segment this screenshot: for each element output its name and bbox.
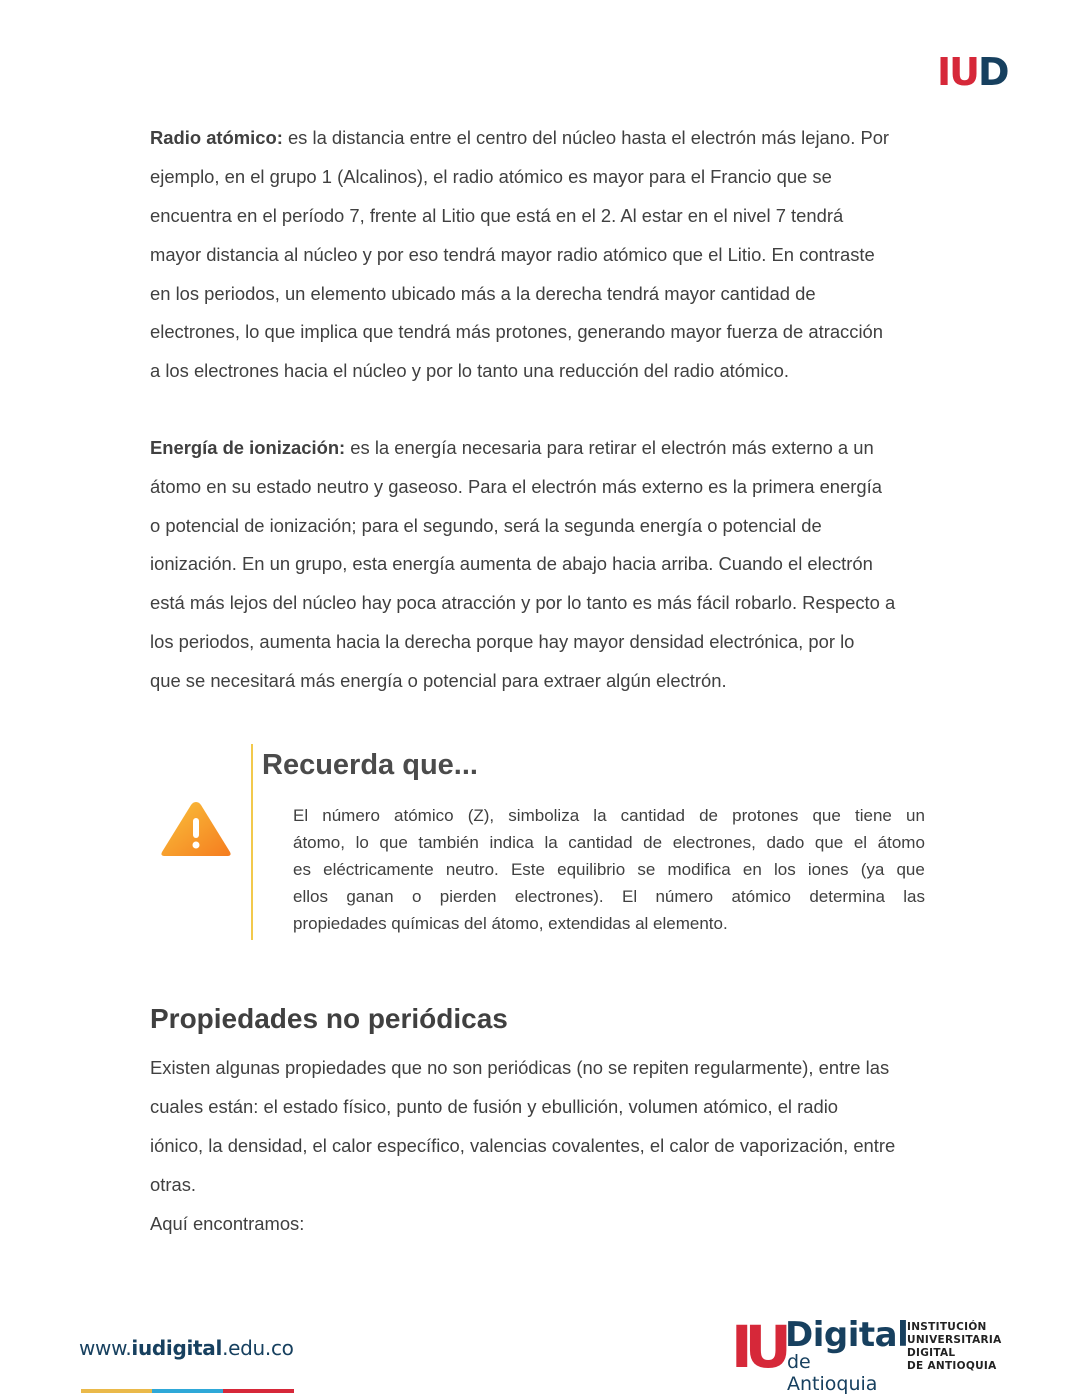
- callout-accent-bar: [251, 744, 253, 940]
- stripe-red: [223, 1389, 294, 1393]
- logo-iu: IU: [937, 50, 978, 94]
- brand-institution-name: INSTITUCIÓN UNIVERSITARIA DIGITAL DE ANTIOQUIA: [907, 1321, 1002, 1372]
- stripe-yellow: [81, 1389, 152, 1393]
- text-line: Radio atómico: es la distancia entre el centro del núcleo hasta el electrón más lejano. Por: [150, 127, 890, 148]
- text-line: otras.: [150, 1174, 196, 1195]
- text-line: Existen algunas propiedades que no son periódicas (no se repiten regularmente), entre las: [150, 1057, 890, 1078]
- text-line: que se necesitará más energía o potencial para extraer algún electrón.: [150, 670, 727, 691]
- text-line: Aquí encontramos:: [150, 1213, 305, 1234]
- brand-digital: Digital: [785, 1315, 909, 1355]
- logo-d: D: [978, 50, 1008, 94]
- stripe-blue: [152, 1389, 223, 1393]
- text-line: cuales están: el estado físico, punto de fusión y ebullición, volumen atómico, el radio: [150, 1096, 839, 1117]
- text-line: mayor distancia al núcleo y por eso tendrá mayor radio atómico que el Litio. En contraste: [150, 244, 875, 265]
- text-line: está más lejos del núcleo hay poca atracción y por lo tanto es más fácil robarlo. Respecto a: [150, 592, 896, 613]
- callout-line-2: es eléctricamente neutro. Este equilibrio se modifica en los iones (ya que: [293, 860, 925, 879]
- text-line: Energía de ionización: es la energía necesaria para retirar el electrón más externo a un: [150, 437, 874, 458]
- text-line: iónico, la densidad, el calor específico, valencias covalentes, el calor de vaporización, entre: [150, 1135, 896, 1156]
- section-heading-no-periodicas: Propiedades no periódicas: [150, 1003, 508, 1034]
- footer-color-stripe: [81, 1389, 294, 1393]
- callout-line-1: átomo, lo que también indica la cantidad de electrones, dado que el átomo: [293, 833, 925, 852]
- text-line: en los periodos, un elemento ubicado más a la derecha tendrá mayor cantidad de: [150, 283, 816, 304]
- text-line: los periodos, aumenta hacia la derecha porque hay mayor densidad electrónica, por lo: [150, 631, 855, 652]
- warning-icon: [160, 800, 232, 858]
- text-line: electrones, lo que implica que tendrá más protones, generando mayor fuerza de atracción: [150, 321, 883, 342]
- top-logo: [937, 52, 1008, 92]
- callout-title: Recuerda que...: [262, 749, 478, 781]
- text-line: o potencial de ionización; para el segundo, será la segunda energía o potencial de: [150, 515, 822, 536]
- callout-line-3: ellos ganan o pierden electrones). El número atómico determina las: [293, 887, 925, 906]
- text-line: átomo en su estado neutro y gaseoso. Para el electrón más externo es la primera energía: [150, 476, 882, 497]
- term-radio-atomico: Radio atómico:: [150, 127, 283, 148]
- footer-website-link[interactable]: www.iudigital.edu.co: [79, 1336, 294, 1360]
- brand-iu: IU: [731, 1313, 784, 1381]
- brand-de-antioquia: de Antioquia: [787, 1351, 878, 1395]
- text-line: ejemplo, en el grupo 1 (Alcalinos), el radio atómico es mayor para el Francio que se: [150, 166, 832, 187]
- callout-line-4: propiedades químicas del átomo, extendidas al elemento.: [293, 914, 728, 933]
- callout-line-0: El número atómico (Z), simboliza la cantidad de protones que tiene un: [293, 806, 925, 825]
- text-line: a los electrones hacia el núcleo y por lo tanto una reducción del radio atómico.: [150, 360, 789, 381]
- text-line: ionización. En un grupo, esta energía aumenta de abajo hacia arriba. Cuando el electrón: [150, 553, 873, 574]
- text-line: encuentra en el período 7, frente al Litio que está en el 2. Al estar en el nivel 7 tendrá: [150, 205, 844, 226]
- term-energia-ionizacion: Energía de ionización:: [150, 437, 346, 458]
